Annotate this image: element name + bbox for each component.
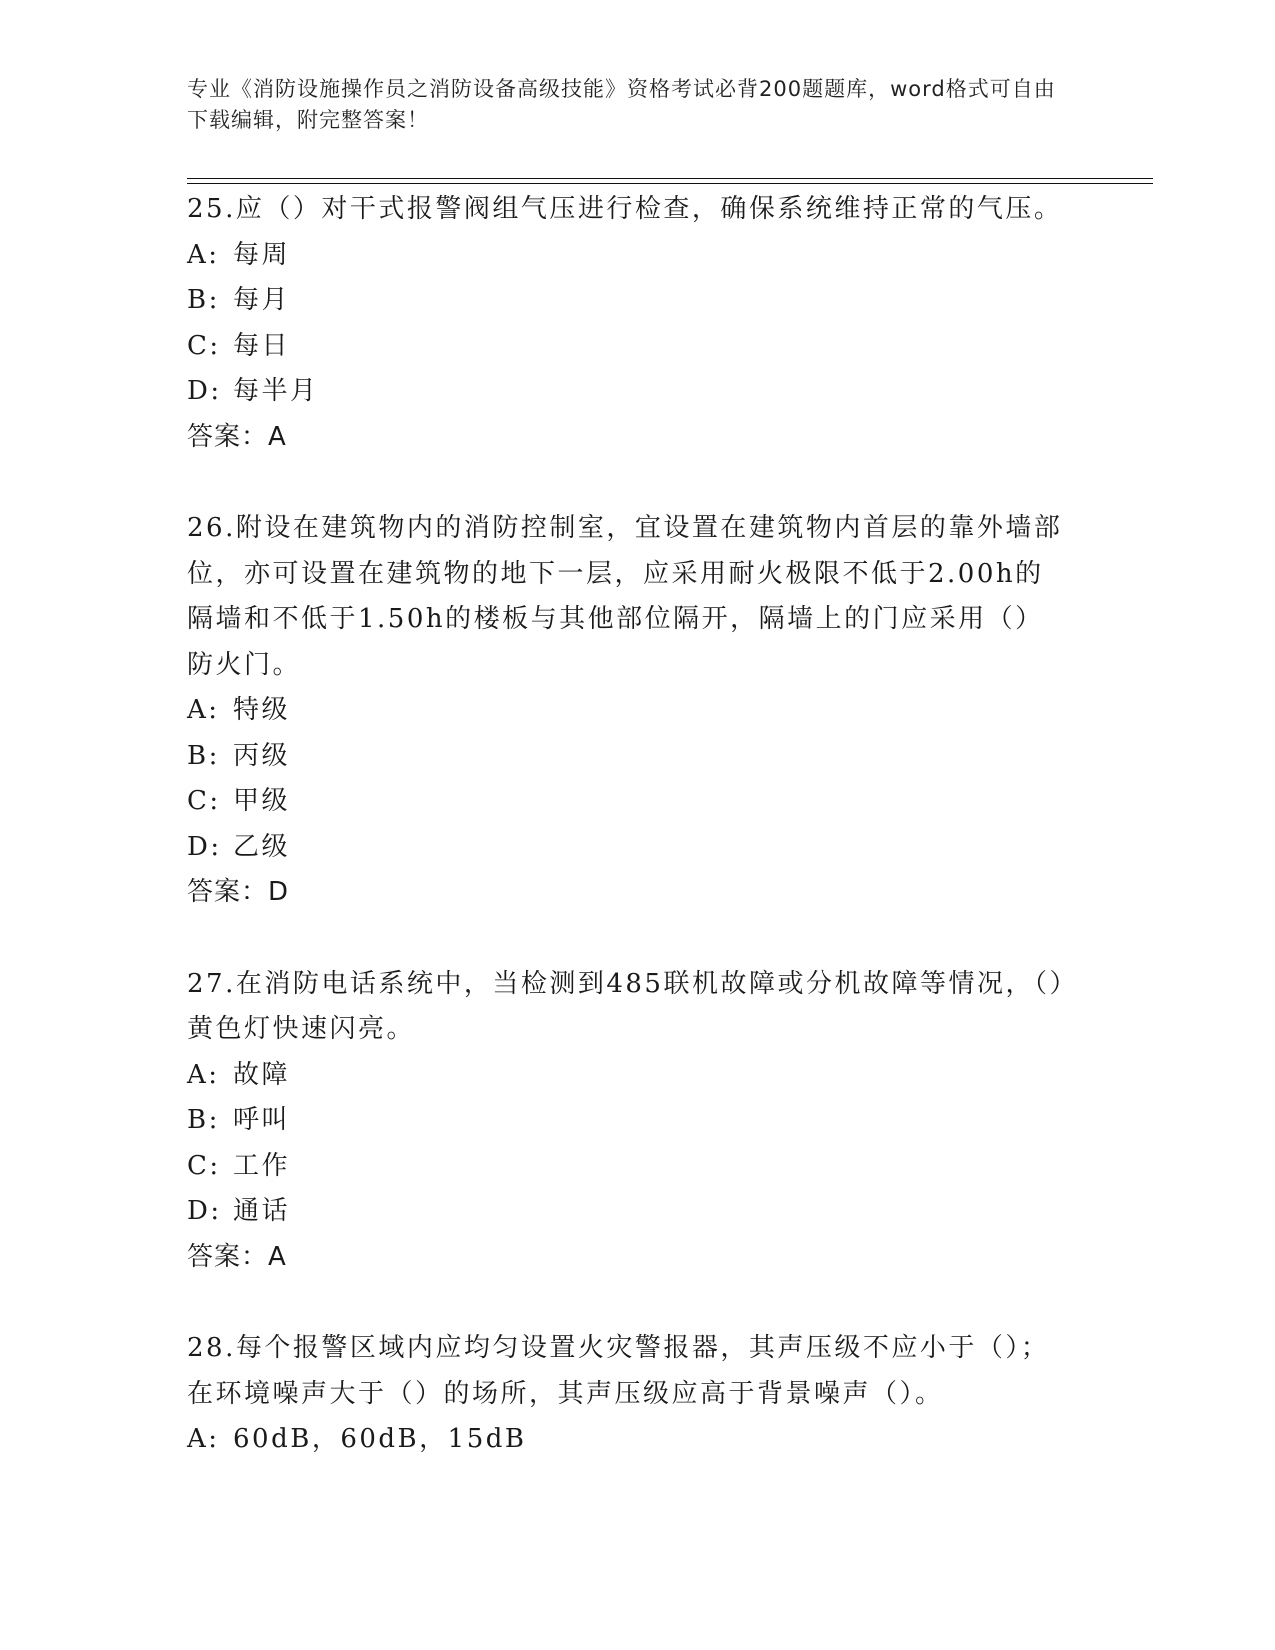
option-b [187, 1098, 1067, 1144]
option-d [187, 825, 1067, 871]
option-label: B: [187, 285, 220, 315]
option-text: 每日 [233, 330, 291, 361]
option-b [187, 278, 1067, 324]
option-text: 每月 [233, 285, 291, 315]
option-label: A: [187, 1059, 220, 1090]
option-label: A: [187, 239, 220, 270]
option-label: C: [187, 786, 221, 816]
option-text: 乙级 [233, 831, 291, 862]
option-label: B: [187, 1105, 220, 1135]
document-header: 专业《消防设施操作员之消防设备高级技能》资格考试必背200题题库，word格式可自由下载编辑，附完整答案！ [187, 77, 1056, 132]
question-28 [187, 1326, 1067, 1463]
option-a [187, 1417, 1067, 1463]
header-divider-top [187, 178, 1153, 179]
option-c [187, 779, 1067, 825]
option-text: 故障 [233, 1059, 291, 1090]
header-divider-bottom [187, 183, 1153, 184]
option-a [187, 1053, 1067, 1099]
option-b [187, 734, 1067, 780]
question-stem: 26.附设在建筑物内的消防控制室，宜设置在建筑物内首层的靠外墙部位，亦可设置在建筑物的地下一层，应采用耐火极限不低于2.00h的隔墙和不低于1.50h的楼板与其他部位隔开，隔墙上的门应采用（）防火门。 [187, 513, 1063, 680]
option-text: 通话 [233, 1196, 291, 1226]
option-a [187, 688, 1067, 734]
option-text: 每半月 [233, 376, 319, 406]
option-label: A: [187, 1424, 220, 1454]
option-label: D: [187, 1196, 222, 1226]
question-27 [187, 962, 1067, 1281]
option-text: 丙级 [233, 740, 291, 771]
question-stem: 25.应（）对干式报警阀组气压进行检查，确保系统维持正常的气压。 [187, 194, 1063, 224]
option-label: B: [187, 740, 220, 771]
option-text: 特级 [233, 695, 291, 725]
option-text: 60dB，60dB，15dB [233, 1424, 527, 1454]
question-26 [187, 506, 1067, 916]
question-stem: 27.在消防电话系统中，当检测到485联机故障或分机故障等情况，（）黄色灯快速闪亮。 [187, 968, 1065, 1044]
option-text: 呼叫 [233, 1105, 291, 1135]
option-label: D: [187, 831, 222, 862]
option-label: A: [187, 695, 220, 725]
question-stem: 28.每个报警区域内应均匀设置火灾警报器，其声压级不应小于（）；在环境噪声大于（）的场所，其声压级应高于背景噪声（）。 [187, 1333, 1050, 1409]
option-label: D: [187, 376, 222, 406]
question-25 [187, 187, 1067, 460]
option-c [187, 1144, 1067, 1190]
answer-line: 答案：A [187, 421, 287, 452]
option-text: 工作 [233, 1150, 291, 1181]
answer-line: 答案：A [187, 1241, 287, 1272]
option-text: 甲级 [233, 786, 291, 816]
answer-line: 答案：D [187, 877, 290, 907]
option-d [187, 369, 1067, 415]
option-text: 每周 [233, 239, 291, 270]
question-list [187, 187, 1067, 1463]
option-label: C: [187, 330, 221, 361]
option-c [187, 324, 1067, 370]
option-label: C: [187, 1150, 221, 1181]
option-d [187, 1189, 1067, 1235]
option-a [187, 233, 1067, 279]
